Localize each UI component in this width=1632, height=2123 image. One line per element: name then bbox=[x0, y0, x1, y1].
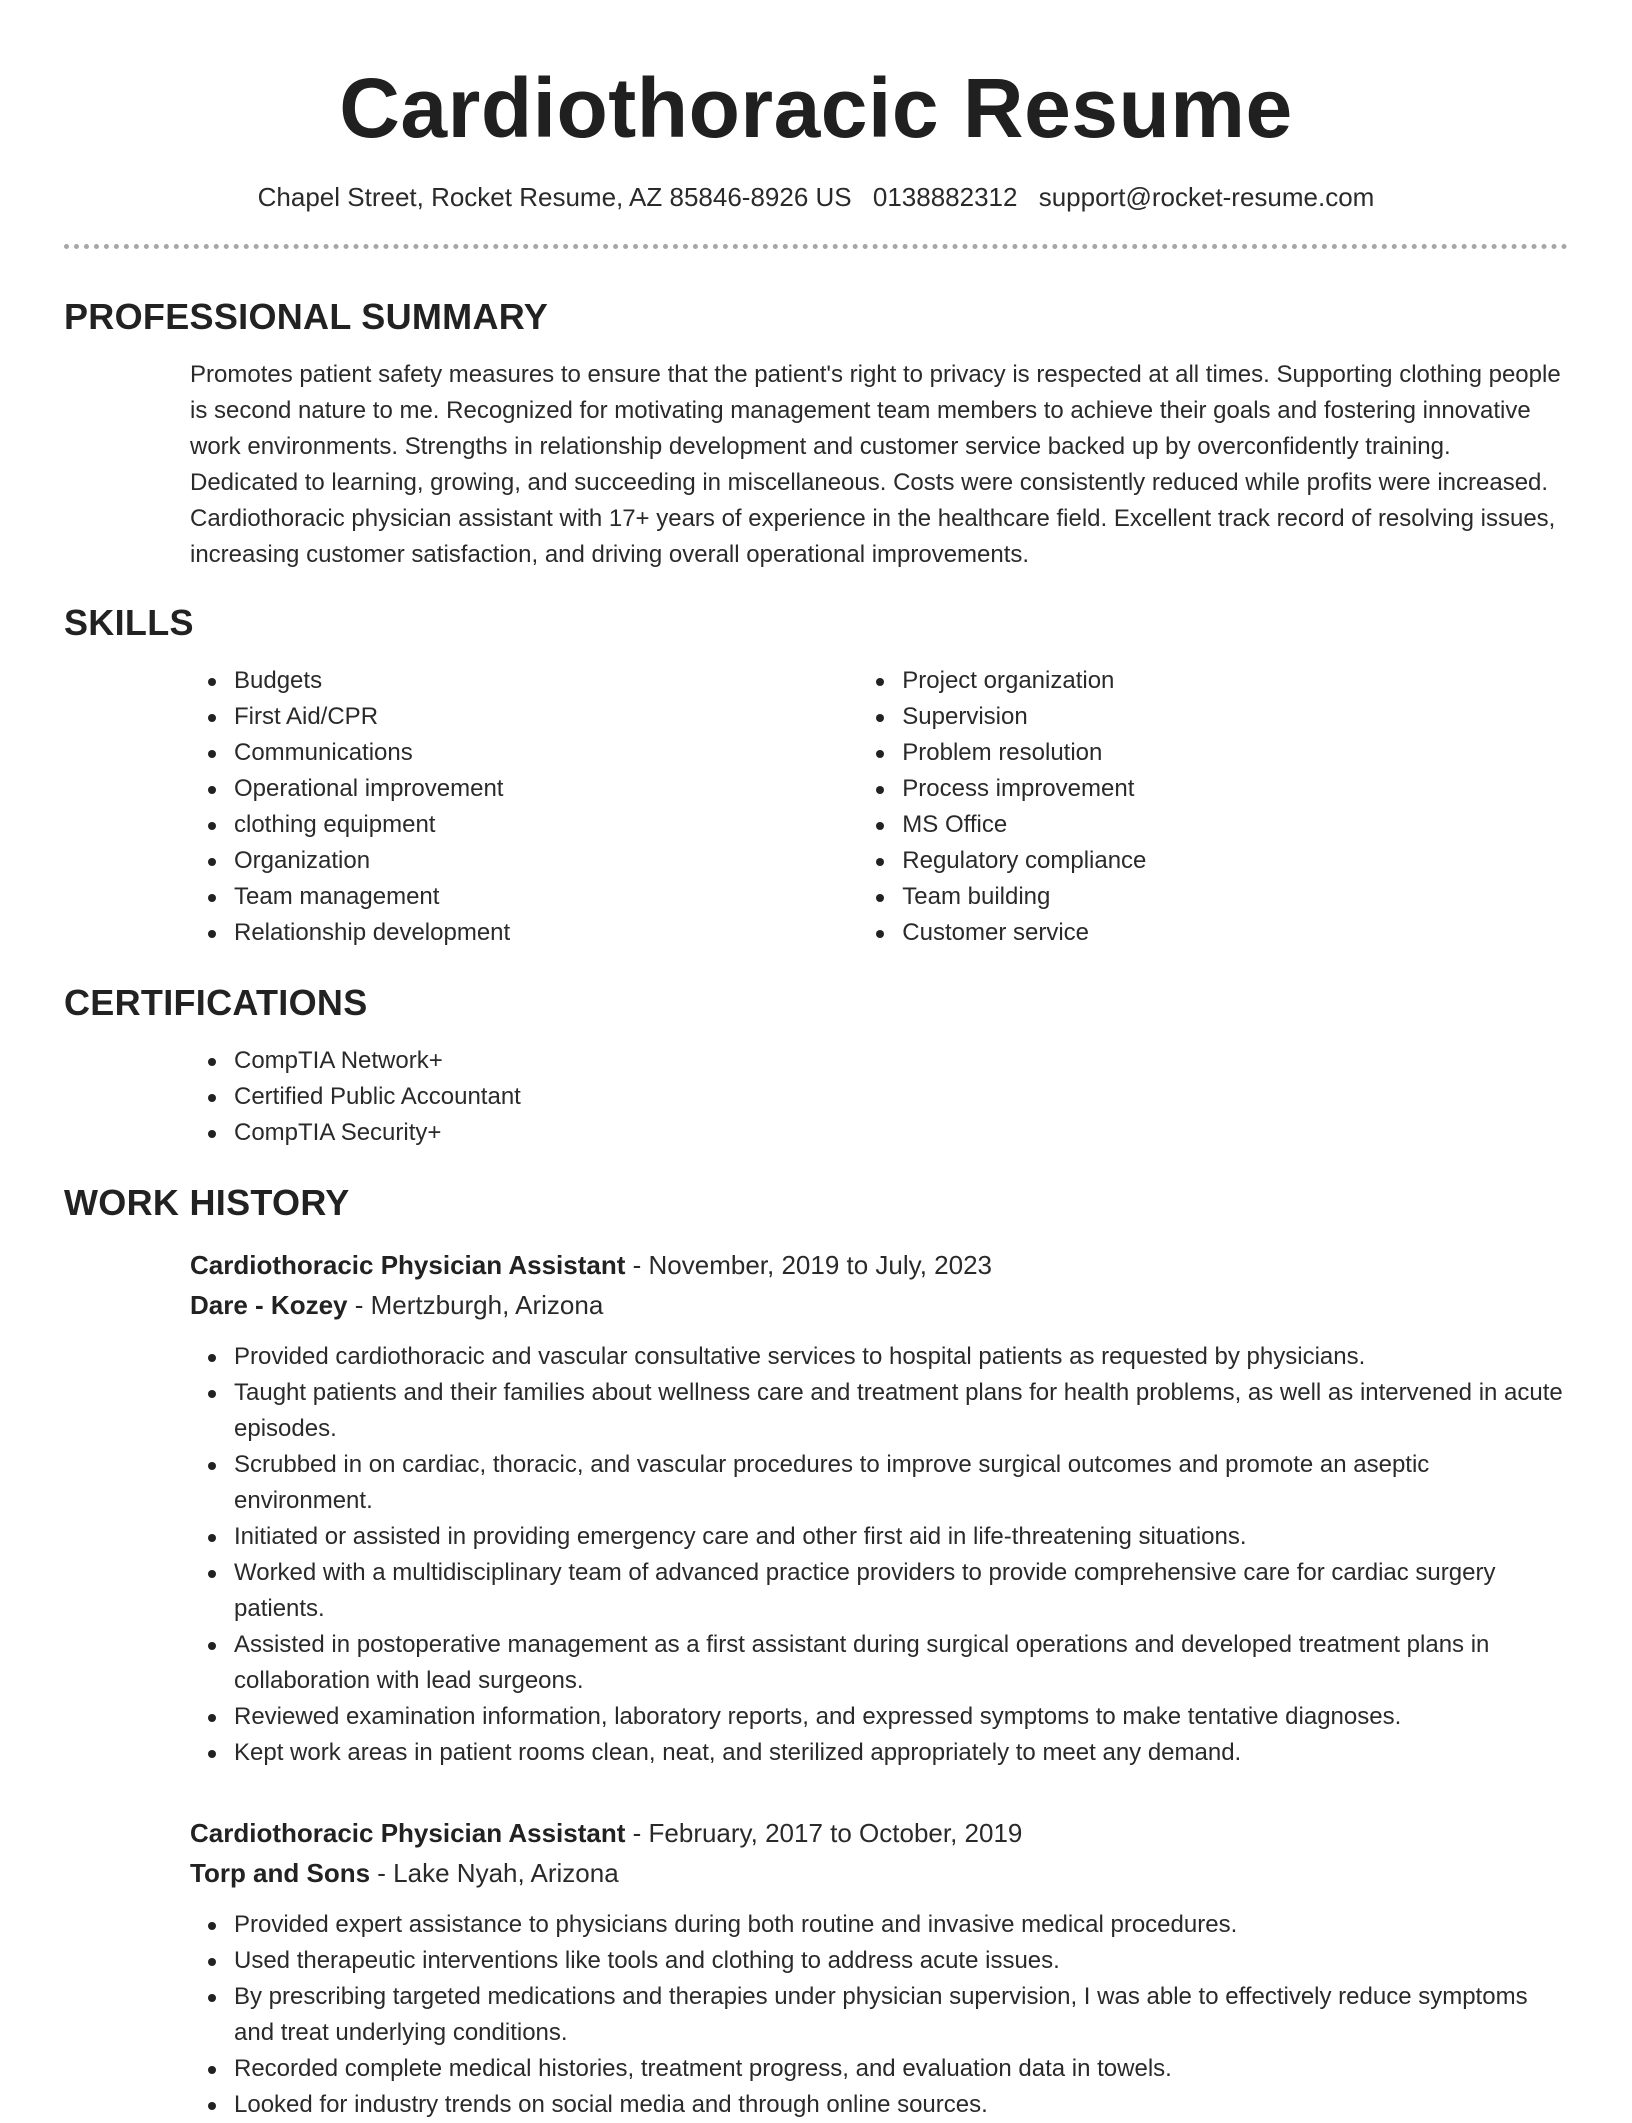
job-location: - Lake Nyah, Arizona bbox=[370, 1858, 619, 1888]
skill-item: First Aid/CPR bbox=[234, 699, 733, 735]
skill-item: Regulatory compliance bbox=[902, 843, 1568, 879]
job-bullet: Kept work areas in patient rooms clean, neat, and sterilized appropriately to meet any demand. bbox=[234, 1735, 1570, 1771]
job-title: Cardiothoracic Physician Assistant bbox=[190, 1818, 626, 1848]
job-bullets bbox=[234, 1907, 1570, 2123]
skill-item: Communications bbox=[234, 735, 733, 771]
skills-list bbox=[64, 663, 1568, 951]
skill-item: Project organization bbox=[902, 663, 1568, 699]
summary-heading: PROFESSIONAL SUMMARY bbox=[64, 296, 549, 337]
job-bullet: Worked with a multidisciplinary team of advanced practice providers to provide comprehensive care for cardiac surgery patients. bbox=[234, 1555, 1570, 1627]
job-bullet: By prescribing targeted medications and therapies under physician supervision, I was able to effectively reduce symptoms and treat underlying conditions. bbox=[234, 1979, 1570, 2051]
job-location: - Mertzburgh, Arizona bbox=[347, 1290, 604, 1320]
job-bullet: Provided cardiothoracic and vascular consultative services to hospital patients as requested by physicians. bbox=[234, 1339, 1570, 1375]
certifications-list bbox=[234, 1043, 1568, 1151]
skill-item: Operational improvement bbox=[234, 771, 733, 807]
job-title: Cardiothoracic Physician Assistant bbox=[190, 1250, 626, 1280]
skill-item: Problem resolution bbox=[902, 735, 1568, 771]
job-company: Torp and Sons bbox=[190, 1858, 371, 1888]
job-bullet: Recorded complete medical histories, treatment progress, and evaluation data in towels. bbox=[234, 2051, 1570, 2087]
summary-text: Promotes patient safety measures to ensure that the patient's right to privacy is respected at all times. Supporting clothing people is second nature to me. Recognized for motivating management team members to achieve their goals and fostering innovative work environments. Strengths in relationship development and customer service backed up by overconfidently training. Dedicated to learning, growing, and succeeding in miscellaneous. Costs were consistently reduced while profits were increased. Cardiothoracic physician assistant with 17+ years of experience in the healthcare field. Excellent track record of resolving issues, increasing customer satisfaction, and driving overall operational improvements. bbox=[190, 361, 1561, 568]
job-bullet: Initiated or assisted in providing emergency care and other first aid in life-threatening situations. bbox=[234, 1519, 1570, 1555]
skill-item: Process improvement bbox=[902, 771, 1568, 807]
job-title-line bbox=[190, 1813, 1570, 1853]
certifications-heading: CERTIFICATIONS bbox=[64, 982, 368, 1023]
skill-item: Team building bbox=[902, 879, 1568, 915]
skill-item: MS Office bbox=[902, 807, 1568, 843]
skill-item: Budgets bbox=[234, 663, 733, 699]
certification-item: CompTIA Security+ bbox=[234, 1115, 1568, 1151]
job-company-line bbox=[190, 1853, 1570, 1893]
skills-column-right bbox=[733, 663, 1568, 951]
job-bullet: Scrubbed in on cardiac, thoracic, and vascular procedures to improve surgical outcomes and promote an aseptic environment. bbox=[234, 1447, 1570, 1519]
contact-phone: 0138882312 bbox=[872, 182, 1018, 212]
job-bullet: Looked for industry trends on social media and through online sources. bbox=[234, 2087, 1570, 2123]
skill-item: Supervision bbox=[902, 699, 1568, 735]
resume-title: Cardiothoracic Resume bbox=[339, 61, 1293, 155]
job-entry bbox=[190, 1813, 1570, 2123]
certification-item: CompTIA Network+ bbox=[234, 1043, 1568, 1079]
work-history-heading: WORK HISTORY bbox=[64, 1182, 350, 1223]
job-dates: - February, 2017 to October, 2019 bbox=[625, 1818, 1023, 1848]
contact-line bbox=[64, 180, 1568, 214]
job-company: Dare - Kozey bbox=[190, 1290, 348, 1320]
skill-item: Team management bbox=[234, 879, 733, 915]
skills-column-left bbox=[234, 663, 733, 951]
skill-item: clothing equipment bbox=[234, 807, 733, 843]
contact-address: Chapel Street, Rocket Resume, AZ 85846-8926 US bbox=[257, 182, 852, 212]
certification-item: Certified Public Accountant bbox=[234, 1079, 1568, 1115]
skill-item: Relationship development bbox=[234, 915, 733, 951]
skill-item: Organization bbox=[234, 843, 733, 879]
job-bullet: Used therapeutic interventions like tools and clothing to address acute issues. bbox=[234, 1943, 1570, 1979]
job-bullets bbox=[234, 1339, 1570, 1771]
skills-heading: SKILLS bbox=[64, 602, 194, 643]
contact-email: support@rocket-resume.com bbox=[1038, 182, 1375, 212]
header-divider bbox=[64, 244, 1568, 249]
job-title-line bbox=[190, 1245, 1570, 1285]
job-bullet: Assisted in postoperative management as a first assistant during surgical operations and developed treatment plans in collaboration with lead surgeons. bbox=[234, 1627, 1570, 1699]
job-bullet: Provided expert assistance to physicians during both routine and invasive medical procedures. bbox=[234, 1907, 1570, 1943]
job-company-line bbox=[190, 1285, 1570, 1325]
job-bullet: Taught patients and their families about wellness care and treatment plans for health problems, as well as intervened in acute episodes. bbox=[234, 1375, 1570, 1447]
job-entry bbox=[190, 1245, 1570, 1771]
resume-page bbox=[64, 0, 1568, 2123]
job-bullet: Reviewed examination information, laboratory reports, and expressed symptoms to make tentative diagnoses. bbox=[234, 1699, 1570, 1735]
job-dates: - November, 2019 to July, 2023 bbox=[625, 1250, 993, 1280]
skill-item: Customer service bbox=[902, 915, 1568, 951]
